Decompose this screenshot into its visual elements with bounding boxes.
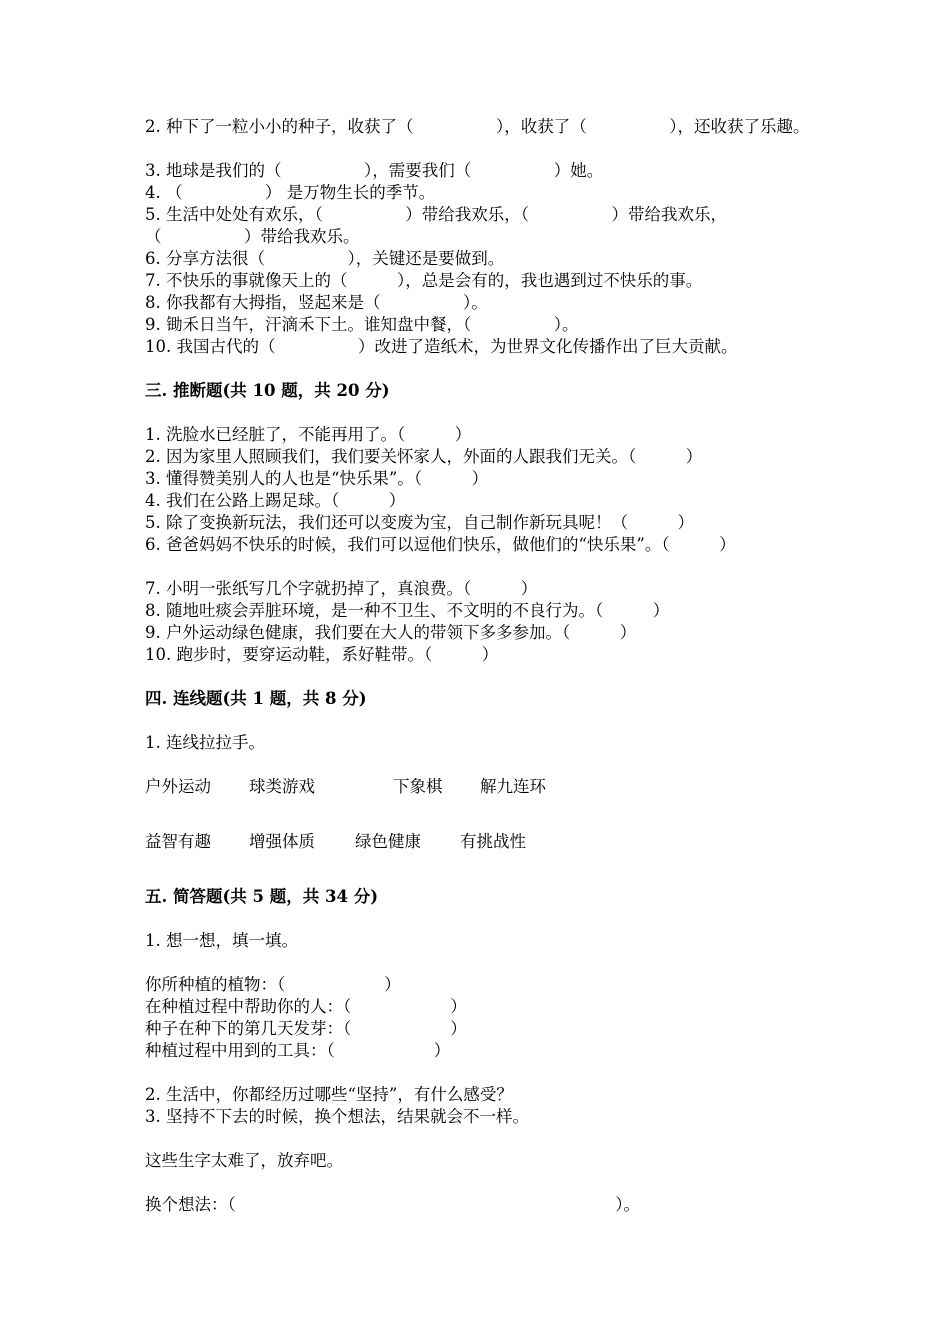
matching-bottom-item[interactable]: 益智有趣	[145, 832, 211, 851]
matching-top-item[interactable]: 户外运动	[145, 777, 211, 796]
fill-blank-question-10: 10. 我国古代的（ ）改进了造纸术，为世界文化传播作出了巨大贡献。	[145, 337, 738, 356]
fill-blank-question-8: 8. 你我都有大拇指，竖起来是（ ）。	[145, 293, 488, 312]
matching-question-1: 1. 连线拉拉手。	[145, 733, 265, 752]
fill-blank-question-2: 2. 种下了一粒小小的种子，收获了（ ），收获了（ ），还收获了乐趣。	[145, 117, 810, 136]
fill-blank-question-7: 7. 不快乐的事就像天上的（ ），总是会有的，我也遇到过不快乐的事。	[145, 271, 703, 290]
judge-question-9: 9. 户外运动绿色健康，我们要在大人的带领下多多参加。（ ）	[145, 623, 637, 642]
judge-question-4: 4. 我们在公路上踢足球。（ ）	[145, 491, 406, 510]
short-answer-q3-example: 这些生字太难了，放弃吧。	[145, 1151, 343, 1170]
fill-blank-question-4: 4. （ ） 是万物生长的季节。	[145, 183, 436, 202]
short-answer-question-3: 3. 坚持不下去的时候，换个想法，结果就会不一样。	[145, 1107, 529, 1126]
fill-blank-question-3: 3. 地球是我们的（ ），需要我们（ ）她。	[145, 161, 604, 180]
short-answer-q1-helper: 在种植过程中帮助你的人：（ ）	[145, 997, 467, 1016]
matching-top-item[interactable]: 下象棋	[393, 777, 443, 796]
judge-question-2: 2. 因为家里人照顾我们，我们要关怀家人，外面的人跟我们无关。（ ）	[145, 447, 703, 466]
section-5-title: 五. 简答题(共 5 题，共 34 分)	[145, 887, 379, 906]
section-3-title: 三. 推断题(共 10 题，共 20 分)	[145, 381, 390, 400]
matching-bottom-item[interactable]: 增强体质	[249, 832, 315, 851]
judge-question-3: 3. 懂得赞美别人的人也是“快乐果”。（ ）	[145, 469, 489, 488]
matching-top-item[interactable]: 解九连环	[480, 777, 546, 796]
short-answer-q3-answer: 换个想法：（ ）。	[145, 1195, 640, 1214]
short-answer-q1-plant: 你所种植的植物：（ ）	[145, 975, 401, 994]
fill-blank-question-6: 6. 分享方法很（ ），关键还是要做到。	[145, 249, 505, 268]
judge-question-8: 8. 随地吐痰会弄脏环境，是一种不卫生、不文明的不良行为。（ ）	[145, 601, 670, 620]
fill-blank-question-9: 9. 锄禾日当午，汗滴禾下土。谁知盘中餐，（ ）。	[145, 315, 579, 334]
section-4-title: 四. 连线题(共 1 题，共 8 分)	[145, 689, 367, 708]
judge-question-7: 7. 小明一张纸写几个字就扔掉了，真浪费。（ ）	[145, 579, 538, 598]
matching-bottom-item[interactable]: 有挑战性	[460, 832, 526, 851]
judge-question-6: 6. 爸爸妈妈不快乐的时候，我们可以逗他们快乐，做他们的“快乐果”。（ ）	[145, 535, 736, 554]
matching-top-item[interactable]: 球类游戏	[249, 777, 315, 796]
short-answer-q1-sprout-day: 种子在种下的第几天发芽：（ ）	[145, 1019, 467, 1038]
short-answer-question-2: 2. 生活中，你都经历过哪些“坚持”，有什么感受？	[145, 1085, 513, 1104]
short-answer-question-1: 1. 想一想，填一填。	[145, 931, 298, 950]
judge-question-5: 5. 除了变换新玩法，我们还可以变废为宝，自己制作新玩具呢！（ ）	[145, 513, 694, 532]
matching-bottom-item[interactable]: 绿色健康	[355, 832, 421, 851]
judge-question-1: 1. 洗脸水已经脏了，不能再用了。（ ）	[145, 425, 472, 444]
judge-question-10: 10. 跑步时，要穿运动鞋，系好鞋带。（ ）	[145, 645, 499, 664]
short-answer-q1-tools: 种植过程中用到的工具：（ ）	[145, 1041, 451, 1060]
fill-blank-question-5: 5. 生活中处处有欢乐，（ ）带给我欢乐，（ ）带给我欢乐，（ ）带给我欢乐。	[145, 205, 727, 246]
